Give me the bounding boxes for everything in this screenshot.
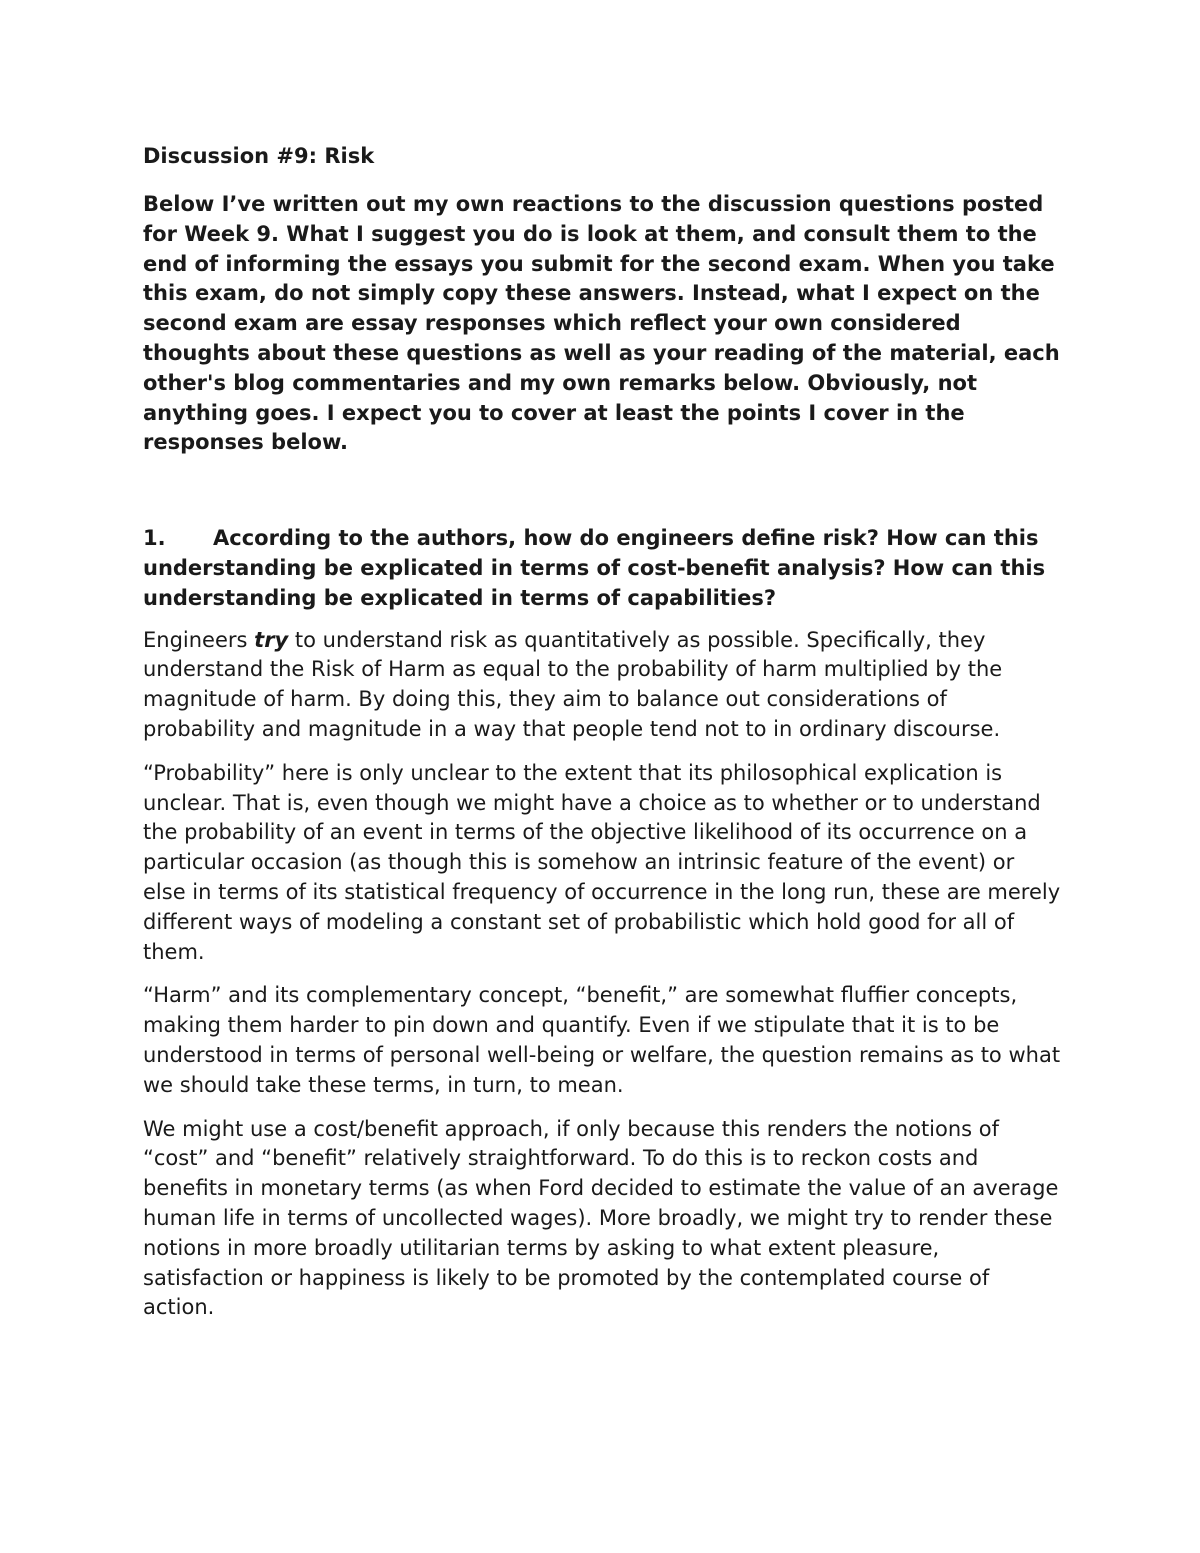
document-title: Discussion #9: Risk [143,144,375,168]
answer-p1-emphasis: try [254,627,289,652]
answer-p1-lead: Engineers [143,627,255,652]
answer-paragraph-4: We might use a cost/benefit approach, if only because this renders the notions of “cost” and “benefit” relatively straightforward. To do this is to reckon costs and benefits in monetary terms (as when Ford decided to estimate the value of an average human life in terms of uncollected wages). More broadly, we might try to render these notions in more broadly utilitarian terms by asking to what extent pleasure, satisfaction or happiness is likely to be promoted by the contemplated course of action. [143,1116,1059,1320]
question-text: According to the authors, how do engineers define risk? How can this understanding be explicated in terms of cost-benefit analysis? How can this understanding be explicated in terms of capabilities? [143,526,1046,610]
answer-paragraph-1 [143,626,1063,745]
question-1 [143,524,1063,613]
answer-p1-rest: to understand risk as quantitatively as possible. Specifically, they understand the Risk of Harm as equal to the probability of harm multiplied by the magnitude of harm. By doing this, they aim to balance out considerations of probability and magnitude in a way that people tend not to in ordinary discourse. [143,627,1003,741]
answer-paragraph-2: “Probability” here is only unclear to the extent that its philosophical explication is unclear. That is, even though we might have a choice as to whether or to understand the probability of an event in terms of the objective likelihood of its occurrence on a particular occasion (as though this is somehow an intrinsic feature of the event) or else in terms of its statistical frequency of occurrence in the long run, these are merely different ways of modeling a constant set of probabilistic which hold good for all of them. [143,760,1061,964]
question-number: 1. [143,526,166,551]
document-page [143,142,1063,1337]
intro-paragraph: Below I’ve written out my own reactions to the discussion questions posted for Week 9. What I suggest you do is look at them, and consult them to the end of informing the essays you submit for the second exam. When you take this exam, do not simply copy these answers. Instead, what I expect on the second exam are essay responses which reflect your own considered thoughts about these questions as well as your reading of the material, each other's blog commentaries and my own remarks below. Obviously, not anything goes. I expect you to cover at least the points I cover in the responses below. [143,192,1060,455]
answer-paragraph-3: “Harm” and its complementary concept, “benefit,” are somewhat fluffier concepts, making them harder to pin down and quantify. Even if we stipulate that it is to be understood in terms of personal well-being or welfare, the question remains as to what we should take these terms, in turn, to mean. [143,983,1061,1097]
